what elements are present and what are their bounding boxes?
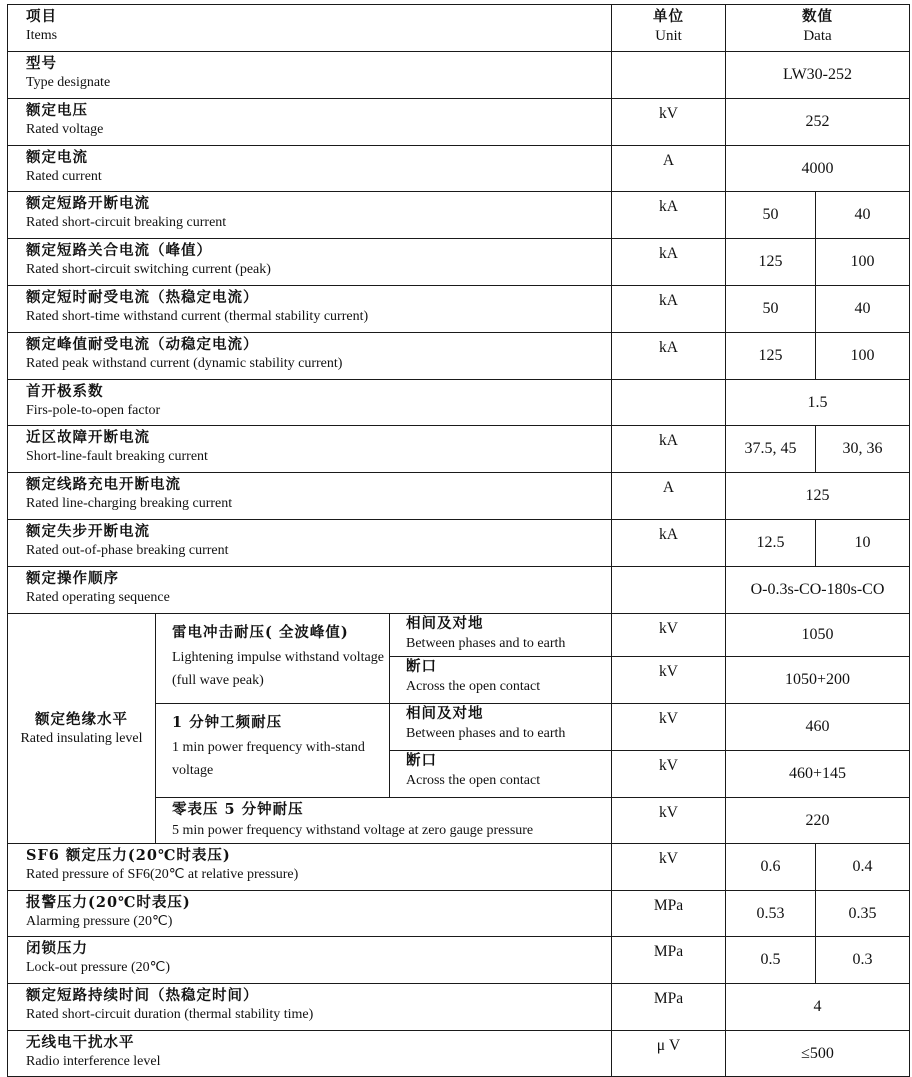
row-value: 125	[726, 473, 910, 520]
row-label-zh: 额定短路开断电流	[26, 195, 150, 212]
header-data-zh: 数值	[802, 8, 833, 25]
header-items-en: Items	[26, 28, 58, 43]
row-label-zh: 额定短路关合电流（峰值）	[26, 242, 212, 259]
header-unit-en: Unit	[655, 28, 682, 44]
row-label-zh: 额定短时耐受电流（热稳定电流）	[26, 289, 259, 306]
row-label-en: Rated short-circuit switching current (peak)	[26, 262, 271, 277]
row-value: ≤500	[726, 1031, 910, 1077]
row-unit: kA	[612, 333, 726, 380]
power-freq-en: 1 min power frequency with-stand voltage	[172, 740, 365, 778]
table-row	[8, 52, 910, 99]
power-open-cell	[390, 751, 612, 798]
row-value: 460	[726, 704, 910, 751]
row-value-2: 30, 36	[816, 426, 910, 473]
row-unit: μ V	[612, 1031, 726, 1077]
row-label-zh: 报警压力(20℃时表压)	[26, 894, 191, 911]
row-unit: kV	[612, 704, 726, 751]
phase-en: Between phases and to earth	[406, 636, 566, 651]
row-label-zh: SF6 额定压力(20℃时表压)	[26, 847, 231, 864]
row-unit	[612, 52, 726, 99]
row-unit: kA	[612, 520, 726, 567]
row-value: 1.5	[726, 380, 910, 426]
row-label-en: Rated peak withstand current (dynamic stability current)	[26, 356, 343, 371]
table-row	[8, 473, 910, 520]
header-unit-zh: 单位	[653, 8, 684, 25]
zero-gauge-en: 5 min power frequency withstand voltage at zero gauge pressure	[172, 823, 534, 838]
row-unit	[612, 567, 726, 614]
table-row	[8, 426, 910, 473]
spec-table-container	[7, 4, 910, 1077]
phase-en: Between phases and to earth	[406, 726, 566, 741]
insulation-row	[8, 614, 910, 657]
row-value-2: 0.3	[816, 937, 910, 984]
row-unit: A	[612, 146, 726, 192]
row-unit	[612, 380, 726, 426]
row-unit: MPa	[612, 891, 726, 937]
insulation-label-en: Rated insulating level	[20, 731, 143, 746]
row-value-2: 100	[816, 239, 910, 286]
row-value-1: 37.5, 45	[726, 426, 816, 473]
row-label-en: Short-line-fault breaking current	[26, 449, 208, 464]
row-value: O-0.3s-CO-180s-CO	[726, 567, 910, 614]
row-value-1: 125	[726, 333, 816, 380]
lightning-open-cell	[390, 657, 612, 704]
row-value: 4	[726, 984, 910, 1031]
row-label-zh: 额定峰值耐受电流（动稳定电流）	[26, 336, 259, 353]
row-label-en: Rated out-of-phase breaking current	[26, 543, 229, 558]
table-row	[8, 380, 910, 426]
row-value-2: 40	[816, 286, 910, 333]
row-label-en: Rated short-circuit duration (thermal stability time)	[26, 1007, 314, 1022]
row-value: 220	[726, 798, 910, 844]
row-label-en: Firs-pole-to-open factor	[26, 403, 161, 418]
row-label-zh: 额定失步开断电流	[26, 523, 150, 540]
table-row	[8, 937, 910, 984]
open-en: Across the open contact	[406, 773, 541, 788]
open-zh: 断口	[406, 658, 437, 675]
header-row	[8, 5, 910, 52]
row-unit: kV	[612, 844, 726, 891]
row-value-1: 0.5	[726, 937, 816, 984]
phase-zh: 相间及对地	[406, 705, 484, 722]
row-value-2: 0.4	[816, 844, 910, 891]
row-label-en: Radio interference level	[26, 1054, 161, 1069]
row-value-2: 100	[816, 333, 910, 380]
row-value-2: 0.35	[816, 891, 910, 937]
row-label-en: Rated current	[26, 169, 102, 184]
row-value-1: 0.53	[726, 891, 816, 937]
table-row	[8, 567, 910, 614]
row-label-en: Rated line-charging breaking current	[26, 496, 233, 511]
row-unit: kV	[612, 657, 726, 704]
table-row	[8, 99, 910, 146]
row-unit: MPa	[612, 984, 726, 1031]
row-label-en: Rated short-time withstand current (thermal stability current)	[26, 309, 369, 324]
row-unit: kA	[612, 286, 726, 333]
spec-table	[7, 4, 910, 1077]
row-label-zh: 闭锁压力	[26, 940, 88, 957]
power-freq-cell	[156, 704, 390, 798]
row-value: 1050	[726, 614, 910, 657]
table-row	[8, 333, 910, 380]
lightning-cell	[156, 614, 390, 704]
insulation-label-cell	[8, 614, 156, 844]
table-row	[8, 192, 910, 239]
table-row	[8, 844, 910, 891]
row-value-1: 50	[726, 192, 816, 239]
row-value-2: 40	[816, 192, 910, 239]
row-value: LW30-252	[726, 52, 910, 99]
row-label-en: Rated short-circuit breaking current	[26, 215, 227, 230]
row-value-1: 12.5	[726, 520, 816, 567]
row-label-en: Rated pressure of SF6(20℃ at relative pressure)	[26, 867, 299, 882]
phase-zh: 相间及对地	[406, 615, 484, 632]
power-phase-cell	[390, 704, 612, 751]
row-value: 460+145	[726, 751, 910, 798]
row-unit: kV	[612, 614, 726, 657]
row-unit: kA	[612, 426, 726, 473]
row-label-en: Type designate	[26, 75, 111, 90]
row-label-zh: 额定线路充电开断电流	[26, 476, 181, 493]
row-unit: kA	[612, 239, 726, 286]
row-unit: kV	[612, 751, 726, 798]
header-data-en: Data	[803, 28, 832, 44]
row-label-zh: 额定电流	[26, 149, 88, 166]
row-value-1: 50	[726, 286, 816, 333]
row-label-en: Rated voltage	[26, 122, 104, 137]
row-label-zh: 额定短路持续时间（热稳定时间）	[26, 987, 259, 1004]
row-unit: A	[612, 473, 726, 520]
lightning-zh: 雷电冲击耐压( 全波峰值)	[172, 624, 349, 641]
row-label-en: Alarming pressure (20℃)	[26, 914, 173, 929]
header-items-zh: 项目	[26, 8, 57, 25]
table-row	[8, 891, 910, 937]
row-label-zh: 无线电干扰水平	[26, 1034, 135, 1051]
row-value-1: 125	[726, 239, 816, 286]
row-label-zh: 首开极系数	[26, 383, 104, 400]
row-value: 1050+200	[726, 657, 910, 704]
header-unit-cell	[612, 5, 726, 52]
row-unit: kV	[612, 99, 726, 146]
table-row	[8, 1031, 910, 1077]
row-label-en: Rated operating sequence	[26, 590, 170, 605]
table-row	[8, 286, 910, 333]
table-row	[8, 520, 910, 567]
row-unit: kA	[612, 192, 726, 239]
lightning-phase-cell	[390, 614, 612, 657]
lightning-en: Lightening impulse withstand voltage (full wave peak)	[172, 650, 384, 688]
row-unit: MPa	[612, 937, 726, 984]
row-label-zh: 近区故障开断电流	[26, 429, 150, 446]
row-value: 252	[726, 99, 910, 146]
zero-gauge-cell	[156, 798, 612, 844]
table-row	[8, 239, 910, 286]
open-en: Across the open contact	[406, 679, 541, 694]
zero-gauge-zh: 零表压 5 分钟耐压	[172, 801, 304, 818]
header-items-cell	[8, 5, 612, 52]
row-value-2: 10	[816, 520, 910, 567]
insulation-label-zh: 额定绝缘水平	[35, 711, 128, 728]
row-unit: kV	[612, 798, 726, 844]
table-row	[8, 984, 910, 1031]
row-label-en: Lock-out pressure (20℃)	[26, 960, 171, 975]
table-row	[8, 146, 910, 192]
row-value-1: 0.6	[726, 844, 816, 891]
row-label-zh: 额定电压	[26, 102, 88, 119]
row-label-zh: 额定操作顺序	[26, 570, 119, 587]
open-zh: 断口	[406, 752, 437, 769]
row-value: 4000	[726, 146, 910, 192]
row-label-zh: 型号	[26, 55, 57, 72]
power-freq-zh: 1 分钟工频耐压	[172, 714, 283, 731]
header-data-cell	[726, 5, 910, 52]
